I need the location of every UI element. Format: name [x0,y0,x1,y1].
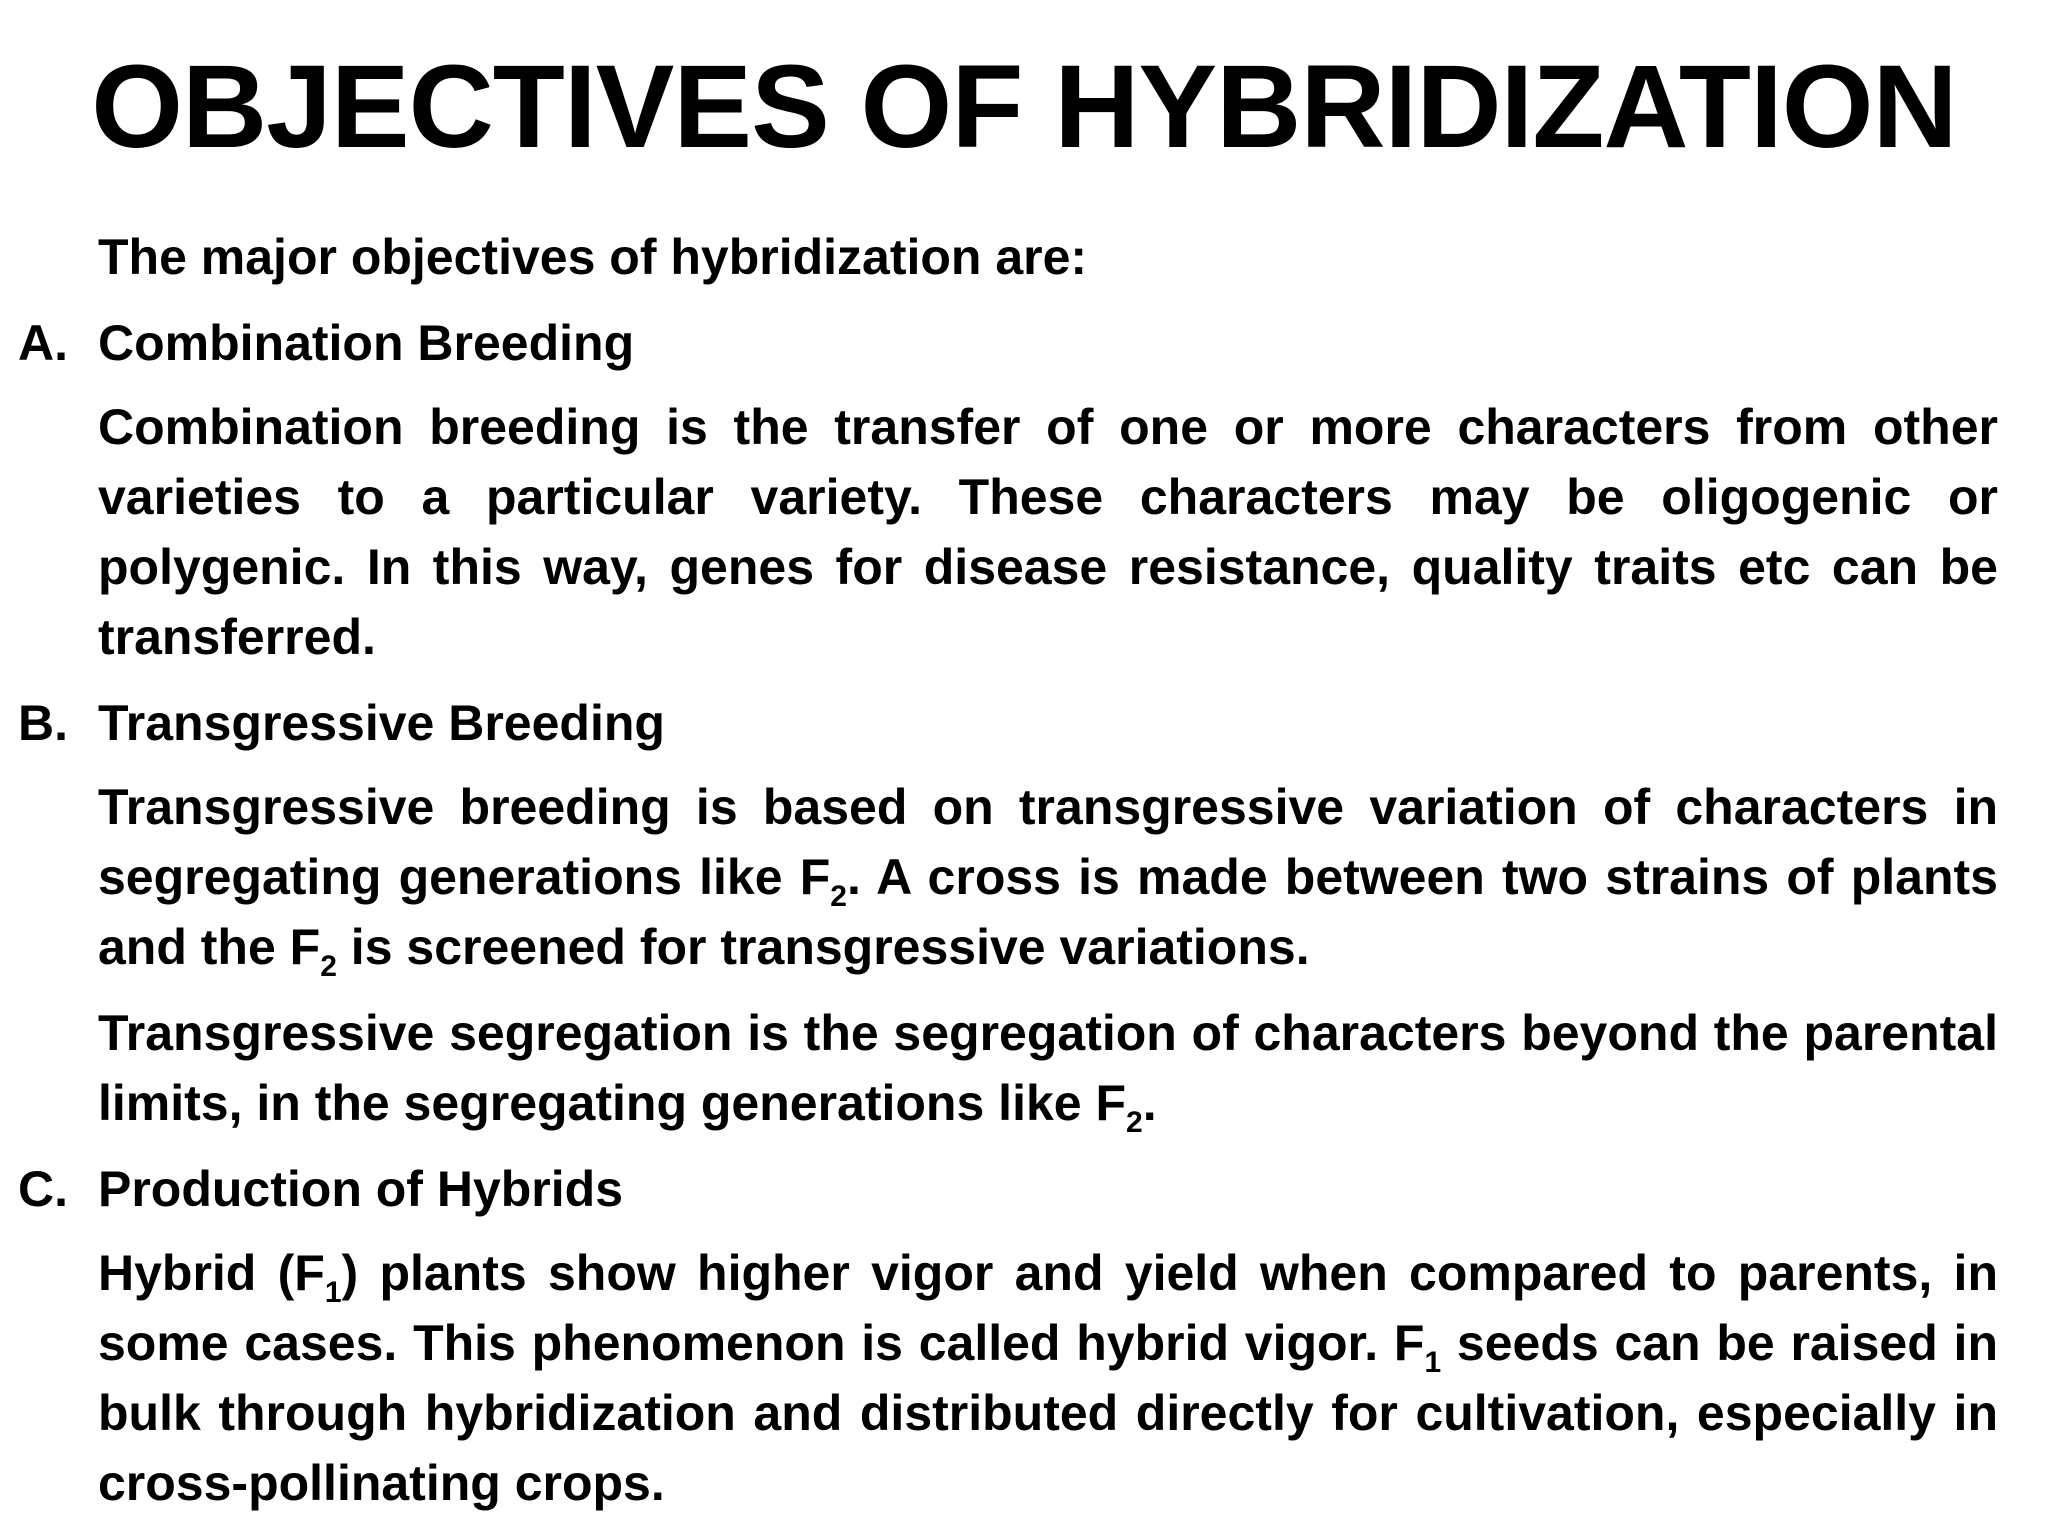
section-paragraph [98,772,1998,982]
section-transgressive-breeding [18,688,1998,1139]
text-run: seeds can be raised in bulk through hybridization and distributed directly for cultivation, especially in cross-pollinating crops. [98,1315,1998,1511]
section-production-of-hybrids [18,1154,1998,1518]
slide-body [18,222,1998,1534]
text-run: . A cross is made between two strains of plants and the F [98,849,1998,975]
text-run: . [1142,1075,1157,1131]
subscript: 2 [830,880,847,913]
text-run: Hybrid (F [98,1245,325,1301]
section-paragraph [98,1238,1998,1518]
subscript: 2 [320,950,337,983]
text-run: is screened for transgressive variations. [336,919,1310,975]
subscript: 2 [1126,1106,1143,1139]
section-paragraph: Combination breeding is the transfer of one or more characters from other varieties to a particular variety. These characters may be oligogenic or polygenic. In this way, genes for disease resistance, quality traits etc can be transferred. [98,399,1998,665]
section-heading: Production of Hybrids [98,1161,623,1217]
subscript: 1 [324,1276,342,1309]
subscript: 1 [1424,1346,1442,1379]
section-combination-breeding [18,308,1998,672]
section-heading: Combination Breeding [98,315,635,371]
section-paragraph [98,998,1998,1138]
list-marker: C. [18,1161,68,1217]
text-run: Transgressive breeding is based on transgressive variation of characters in segregating generations like F [98,779,1998,905]
list-marker: A. [18,315,68,371]
list-marker: B. [18,695,68,751]
text-run: Transgressive segregation is the segregation of characters beyond the parental limits, in the segregating generations like F [98,1005,1998,1131]
intro-text: The major objectives of hybridization are: [98,229,1088,285]
page-title: OBJECTIVES OF HYBRIDIZATION [91,41,1957,173]
text-run: ) plants show higher vigor and yield when compared to parents, in some cases. This phenomenon is called hybrid vigor. F [98,1245,1998,1371]
section-heading: Transgressive Breeding [98,695,665,751]
